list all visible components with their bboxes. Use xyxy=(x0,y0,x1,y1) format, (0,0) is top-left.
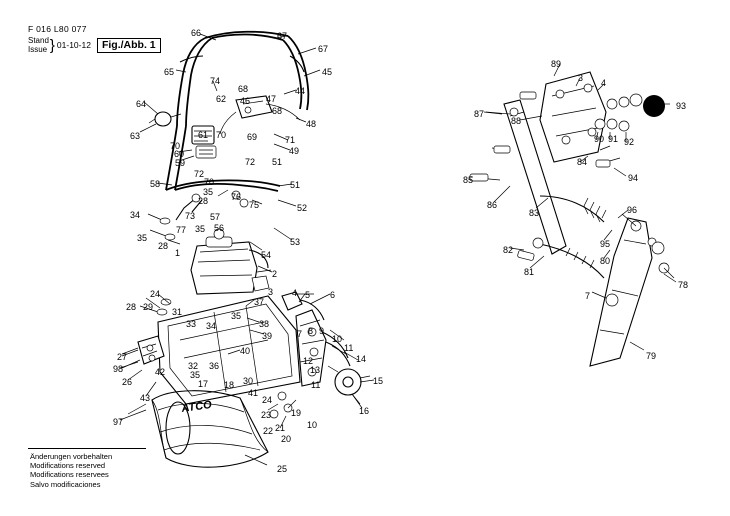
callout-32: 32 xyxy=(188,361,199,371)
callout-94: 94 xyxy=(628,173,639,183)
callout-1: 1 xyxy=(175,248,181,258)
engine-group xyxy=(191,229,271,294)
disclaimer-es: Salvo modificaciones xyxy=(30,479,101,489)
callout-20: 20 xyxy=(281,434,292,444)
callout-67a: 67 xyxy=(277,31,288,41)
callout-9: 9 xyxy=(319,326,325,336)
callout-88: 88 xyxy=(511,116,522,126)
callout-95: 95 xyxy=(600,239,611,249)
callout-26: 26 xyxy=(122,377,133,387)
callout-70c: 70 xyxy=(204,177,215,187)
callout-64: 64 xyxy=(136,99,147,109)
callout-83: 83 xyxy=(529,208,540,218)
callout-76: 76 xyxy=(231,192,242,202)
callout-23: 23 xyxy=(261,410,272,420)
callout-78: 78 xyxy=(678,280,689,290)
callout-27: 27 xyxy=(117,352,128,362)
callout-34b: 34 xyxy=(206,321,217,331)
callout-65: 65 xyxy=(164,67,175,77)
callout-57: 57 xyxy=(210,212,221,222)
callout-54: 54 xyxy=(261,250,272,260)
callout-14: 14 xyxy=(356,354,367,364)
callout-70b: 70 xyxy=(170,141,181,151)
callout-5: 5 xyxy=(305,290,311,300)
callout-67b: 67 xyxy=(318,44,329,54)
callout-12: 12 xyxy=(303,356,314,366)
callout-66: 66 xyxy=(191,28,202,38)
disclaimer-fr: Modifications reservees xyxy=(30,470,109,480)
callout-3r: 3 xyxy=(578,73,584,83)
revision-label-de: Stand xyxy=(28,36,49,45)
callout-7r: 7 xyxy=(585,291,591,301)
callout-10b: 10 xyxy=(307,420,318,430)
callout-73: 73 xyxy=(185,211,196,221)
figure-label: Fig./Abb. 1 xyxy=(97,38,161,53)
callout-28a: 28 xyxy=(198,196,209,206)
deck-group xyxy=(122,289,370,428)
callout-22: 22 xyxy=(263,426,274,436)
right-linkage-group xyxy=(470,72,674,366)
callout-68a: 68 xyxy=(238,84,249,94)
callout-81: 81 xyxy=(524,267,535,277)
callout-45: 45 xyxy=(322,67,333,77)
callout-25: 25 xyxy=(277,464,288,474)
callout-72a: 72 xyxy=(245,157,256,167)
brace-glyph: } xyxy=(49,36,55,54)
callout-35a: 35 xyxy=(203,187,214,197)
callout-59: 59 xyxy=(175,158,186,168)
callout-24a: 24 xyxy=(150,289,161,299)
callout-2: 2 xyxy=(272,269,278,279)
callout-11b: 11 xyxy=(311,380,321,390)
callout-82: 82 xyxy=(503,245,514,255)
svg-text:ATCO: ATCO xyxy=(180,398,213,415)
callout-36: 36 xyxy=(209,361,220,371)
callout-47: 47 xyxy=(266,94,277,104)
callout-51a: 51 xyxy=(272,157,283,167)
callout-75: 75 xyxy=(249,200,260,210)
callout-69: 69 xyxy=(247,132,258,142)
callout-79: 79 xyxy=(646,351,657,361)
callout-7: 7 xyxy=(297,329,303,339)
callout-21: 21 xyxy=(275,423,286,433)
callout-31: 31 xyxy=(172,307,183,317)
callout-98: 98 xyxy=(113,364,124,374)
callout-70a: 70 xyxy=(216,130,227,140)
callout-6: 6 xyxy=(330,290,336,300)
callout-86: 86 xyxy=(487,200,498,210)
callout-68b: 68 xyxy=(272,106,283,116)
callout-48: 48 xyxy=(306,119,317,129)
callout-35c: 35 xyxy=(137,233,148,243)
callout-18: 18 xyxy=(224,380,235,390)
callout-30: 30 xyxy=(243,376,254,386)
callout-28c: 28 xyxy=(126,302,137,312)
callout-38: 38 xyxy=(259,319,270,329)
callout-10a: 10 xyxy=(332,334,343,344)
callout-62: 62 xyxy=(216,94,227,104)
revision-date: 01-10-12 xyxy=(56,40,91,50)
callout-4r: 4 xyxy=(601,78,607,88)
callout-8: 8 xyxy=(308,326,314,336)
callout-63: 63 xyxy=(130,131,141,141)
callout-33: 33 xyxy=(186,319,197,329)
callout-35d: 35 xyxy=(231,311,242,321)
callout-34: 34 xyxy=(130,210,141,220)
callout-49: 49 xyxy=(289,146,300,156)
callout-41: 41 xyxy=(248,388,259,398)
callout-71: 71 xyxy=(285,135,296,145)
callout-51b: 51 xyxy=(290,180,301,190)
callout-29: 29 xyxy=(143,302,154,312)
callout-19: 19 xyxy=(291,408,302,418)
callout-93: 93 xyxy=(676,101,687,111)
callout-89: 89 xyxy=(551,59,562,69)
callout-58: 58 xyxy=(150,179,161,189)
callout-24b: 24 xyxy=(262,395,273,405)
callout-96: 96 xyxy=(627,205,638,215)
callout-97: 97 xyxy=(113,417,124,427)
callout-35e: 35 xyxy=(190,370,201,380)
callout-13: 13 xyxy=(310,365,321,375)
callout-4: 4 xyxy=(292,288,298,298)
callout-90: 90 xyxy=(594,134,605,144)
callout-87: 87 xyxy=(474,109,485,119)
callout-28b: 28 xyxy=(158,241,169,251)
callout-35b: 35 xyxy=(195,224,206,234)
disclaimer-de: Änderungen vorbehalten xyxy=(30,452,113,461)
callout-15: 15 xyxy=(373,376,384,386)
callout-42: 42 xyxy=(155,367,166,377)
callout-80: 80 xyxy=(600,256,611,266)
callout-40: 40 xyxy=(240,346,251,356)
callout-46: 46 xyxy=(240,96,251,106)
callout-44: 44 xyxy=(295,86,306,96)
callout-53: 53 xyxy=(290,237,301,247)
callout-3: 3 xyxy=(268,287,274,297)
callout-39: 39 xyxy=(262,331,273,341)
callout-60: 60 xyxy=(174,149,185,159)
callout-91: 91 xyxy=(608,134,619,144)
disclaimer-en: Modifications reserved xyxy=(30,461,106,471)
callout-11a: 11 xyxy=(344,343,354,353)
callout-52: 52 xyxy=(297,203,308,213)
callout-85: 85 xyxy=(463,175,474,185)
callout-74: 74 xyxy=(210,76,221,86)
callout-17: 17 xyxy=(198,379,209,389)
callout-84: 84 xyxy=(577,157,588,167)
callout-77: 77 xyxy=(176,225,187,235)
callout-43: 43 xyxy=(140,393,151,403)
callout-37: 37 xyxy=(254,297,265,307)
callout-16: 16 xyxy=(359,406,370,416)
callout-61: 61 xyxy=(198,130,209,140)
document-code: F 016 L80 077 xyxy=(28,24,87,34)
callout-72b: 72 xyxy=(194,169,205,179)
callout-92: 92 xyxy=(624,137,635,147)
callout-56: 56 xyxy=(214,223,225,233)
revision-label-en: Issue xyxy=(28,45,48,54)
